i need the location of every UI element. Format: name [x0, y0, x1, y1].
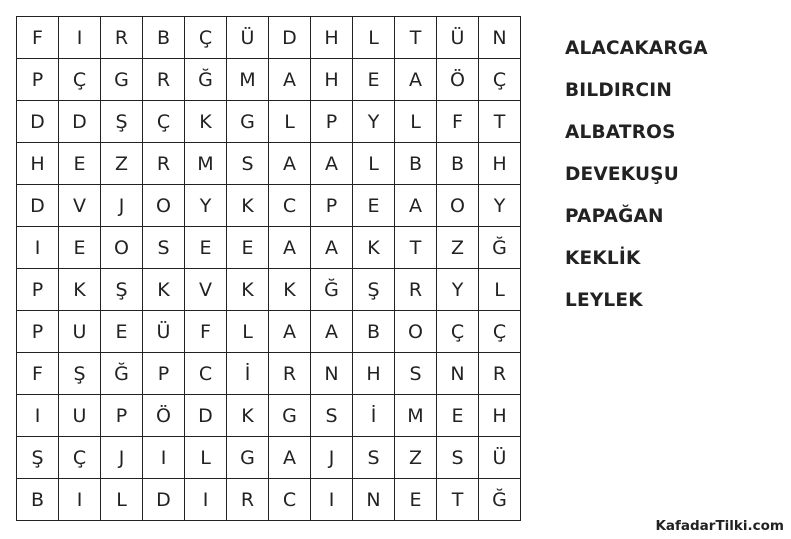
grid-cell[interactable]: D [59, 101, 101, 143]
grid-cell[interactable]: Ş [101, 269, 143, 311]
grid-cell[interactable]: Ç [59, 437, 101, 479]
grid-cell[interactable]: I [143, 437, 185, 479]
grid-cell[interactable]: L [185, 437, 227, 479]
grid-cell[interactable]: Ğ [479, 227, 521, 269]
grid-cell[interactable]: O [437, 185, 479, 227]
grid-cell[interactable]: S [437, 437, 479, 479]
grid-cell[interactable]: R [143, 143, 185, 185]
grid-cell[interactable]: P [101, 395, 143, 437]
grid-cell[interactable]: G [227, 101, 269, 143]
grid-cell[interactable]: I [17, 395, 59, 437]
grid-cell[interactable]: Ğ [185, 59, 227, 101]
grid-cell[interactable]: Ç [437, 311, 479, 353]
grid-cell[interactable]: A [311, 227, 353, 269]
grid-cell[interactable]: A [269, 437, 311, 479]
grid-cell[interactable]: E [59, 143, 101, 185]
grid-cell[interactable]: Ü [479, 437, 521, 479]
grid-cell[interactable]: Z [101, 143, 143, 185]
grid-cell[interactable]: N [311, 353, 353, 395]
grid-cell[interactable]: A [395, 59, 437, 101]
grid-cell[interactable]: R [143, 59, 185, 101]
target-word: DEVEKUŞU [565, 164, 679, 185]
grid-cell[interactable]: Ö [143, 395, 185, 437]
grid-cell[interactable]: I [59, 479, 101, 521]
grid-cell[interactable]: C [185, 353, 227, 395]
grid-cell[interactable]: I [311, 479, 353, 521]
grid-cell[interactable]: H [311, 59, 353, 101]
target-word: KEKLİK [565, 248, 641, 269]
grid-cell[interactable]: A [395, 185, 437, 227]
target-word: ALACAKARGA [565, 38, 708, 59]
grid-cell[interactable]: P [17, 59, 59, 101]
grid-cell[interactable]: O [143, 185, 185, 227]
target-word: ALBATROS [565, 122, 676, 143]
grid-cell[interactable]: K [143, 269, 185, 311]
grid-cell[interactable]: G [227, 437, 269, 479]
grid-cell[interactable]: F [437, 101, 479, 143]
grid-cell[interactable]: Ş [353, 269, 395, 311]
grid-cell[interactable]: L [269, 101, 311, 143]
grid-cell[interactable]: K [227, 395, 269, 437]
grid-cell[interactable]: H [479, 143, 521, 185]
grid-cell[interactable]: B [395, 143, 437, 185]
grid-cell[interactable]: H [479, 395, 521, 437]
grid-cell[interactable]: N [479, 17, 521, 59]
grid-cell[interactable]: Y [185, 185, 227, 227]
grid-cell[interactable]: L [101, 479, 143, 521]
grid-cell[interactable]: D [143, 479, 185, 521]
grid-cell[interactable]: İ [227, 353, 269, 395]
grid-cell[interactable]: D [17, 101, 59, 143]
grid-cell[interactable]: Ç [185, 17, 227, 59]
grid-cell[interactable]: F [17, 17, 59, 59]
grid-cell[interactable]: T [437, 479, 479, 521]
grid-cell[interactable]: Y [437, 269, 479, 311]
grid-cell[interactable]: İ [353, 395, 395, 437]
grid-cell[interactable]: D [185, 395, 227, 437]
grid-cell[interactable]: Ç [479, 59, 521, 101]
grid-cell[interactable]: E [101, 311, 143, 353]
grid-cell[interactable]: Ğ [311, 269, 353, 311]
grid-cell[interactable]: K [185, 101, 227, 143]
grid-cell[interactable]: R [101, 17, 143, 59]
grid-cell[interactable]: C [269, 185, 311, 227]
grid-cell[interactable]: A [311, 311, 353, 353]
grid-cell[interactable]: B [437, 143, 479, 185]
grid-cell[interactable]: T [395, 227, 437, 269]
grid-cell[interactable]: A [269, 143, 311, 185]
grid-cell[interactable]: B [353, 311, 395, 353]
grid-cell[interactable]: E [227, 227, 269, 269]
grid-cell[interactable]: N [353, 479, 395, 521]
grid-cell[interactable]: Ç [143, 101, 185, 143]
grid-cell[interactable]: E [185, 227, 227, 269]
grid-cell[interactable]: T [395, 17, 437, 59]
grid-cell[interactable]: E [353, 59, 395, 101]
grid-cell[interactable]: K [353, 227, 395, 269]
grid-cell[interactable]: P [311, 185, 353, 227]
grid-cell[interactable]: O [101, 227, 143, 269]
grid-cell[interactable]: F [17, 353, 59, 395]
grid-cell[interactable]: R [479, 353, 521, 395]
grid-cell[interactable]: F [185, 311, 227, 353]
grid-cell[interactable]: S [227, 143, 269, 185]
grid-cell[interactable]: D [17, 185, 59, 227]
target-word: LEYLEK [565, 290, 643, 311]
grid-cell[interactable]: Ş [17, 437, 59, 479]
grid-cell[interactable]: S [311, 395, 353, 437]
grid-cell[interactable]: U [59, 311, 101, 353]
grid-cell[interactable]: C [269, 479, 311, 521]
grid-cell[interactable]: U [59, 395, 101, 437]
grid-cell[interactable]: E [59, 227, 101, 269]
grid-cell[interactable]: B [17, 479, 59, 521]
grid-cell[interactable]: A [269, 311, 311, 353]
grid-cell[interactable]: O [395, 311, 437, 353]
grid-cell[interactable]: R [269, 353, 311, 395]
grid-cell[interactable]: L [353, 143, 395, 185]
grid-cell[interactable]: V [59, 185, 101, 227]
grid-cell[interactable]: S [143, 227, 185, 269]
grid-cell[interactable]: S [395, 353, 437, 395]
grid-cell[interactable]: H [17, 143, 59, 185]
target-word: PAPAĞAN [565, 206, 664, 227]
word-search-grid [16, 16, 521, 521]
grid-cell[interactable]: L [353, 17, 395, 59]
grid-cell[interactable]: Z [395, 437, 437, 479]
grid-cell[interactable]: K [269, 269, 311, 311]
grid-cell[interactable]: Ğ [479, 479, 521, 521]
grid-cell[interactable]: P [143, 353, 185, 395]
grid-cell[interactable]: I [59, 17, 101, 59]
grid-cell[interactable]: D [269, 17, 311, 59]
grid-cell[interactable]: P [311, 101, 353, 143]
grid-cell[interactable]: P [17, 311, 59, 353]
grid-cell[interactable]: E [395, 479, 437, 521]
grid-cell[interactable]: Ğ [101, 353, 143, 395]
grid-cell[interactable]: Ş [59, 353, 101, 395]
grid-cell[interactable]: Ü [437, 17, 479, 59]
grid-cell[interactable]: L [395, 101, 437, 143]
grid-cell[interactable]: Ü [227, 17, 269, 59]
site-watermark: KafadarTilki.com [655, 518, 784, 534]
grid-cell[interactable]: H [311, 17, 353, 59]
grid-cell[interactable]: M [395, 395, 437, 437]
grid-cell[interactable]: V [185, 269, 227, 311]
grid-cell[interactable]: J [311, 437, 353, 479]
grid-cell[interactable]: P [17, 269, 59, 311]
grid-cell[interactable]: M [185, 143, 227, 185]
grid-cell[interactable]: K [227, 269, 269, 311]
grid-cell[interactable]: Y [479, 185, 521, 227]
grid-cell[interactable]: N [437, 353, 479, 395]
grid-cell[interactable]: G [269, 395, 311, 437]
grid-cell[interactable]: E [353, 185, 395, 227]
grid-cell[interactable]: A [311, 143, 353, 185]
grid-cell[interactable]: Ö [437, 59, 479, 101]
grid-cell[interactable]: J [101, 437, 143, 479]
word-list [565, 38, 708, 332]
grid-cell[interactable]: T [479, 101, 521, 143]
grid-cell[interactable]: S [353, 437, 395, 479]
grid-cell[interactable]: Ş [101, 101, 143, 143]
grid-cell[interactable]: Ü [143, 311, 185, 353]
grid-cell[interactable]: K [59, 269, 101, 311]
grid-cell[interactable]: J [101, 185, 143, 227]
grid-cell[interactable]: Ç [59, 59, 101, 101]
grid-cell[interactable]: I [17, 227, 59, 269]
grid-cell[interactable]: H [353, 353, 395, 395]
grid-cell[interactable]: R [227, 479, 269, 521]
grid-cell[interactable]: Y [353, 101, 395, 143]
grid-cell[interactable]: A [269, 227, 311, 269]
target-word: BILDIRCIN [565, 80, 673, 101]
grid-cell[interactable]: K [227, 185, 269, 227]
grid-cell[interactable]: Z [437, 227, 479, 269]
grid-cell[interactable]: R [395, 269, 437, 311]
grid-cell[interactable]: I [185, 479, 227, 521]
grid-cell[interactable]: E [437, 395, 479, 437]
grid-cell[interactable]: G [101, 59, 143, 101]
grid-cell[interactable]: L [227, 311, 269, 353]
grid-cell[interactable]: Ç [479, 311, 521, 353]
grid-cell[interactable]: A [269, 59, 311, 101]
grid-cell[interactable]: B [143, 17, 185, 59]
grid-cell[interactable]: L [479, 269, 521, 311]
grid-cell[interactable]: M [227, 59, 269, 101]
